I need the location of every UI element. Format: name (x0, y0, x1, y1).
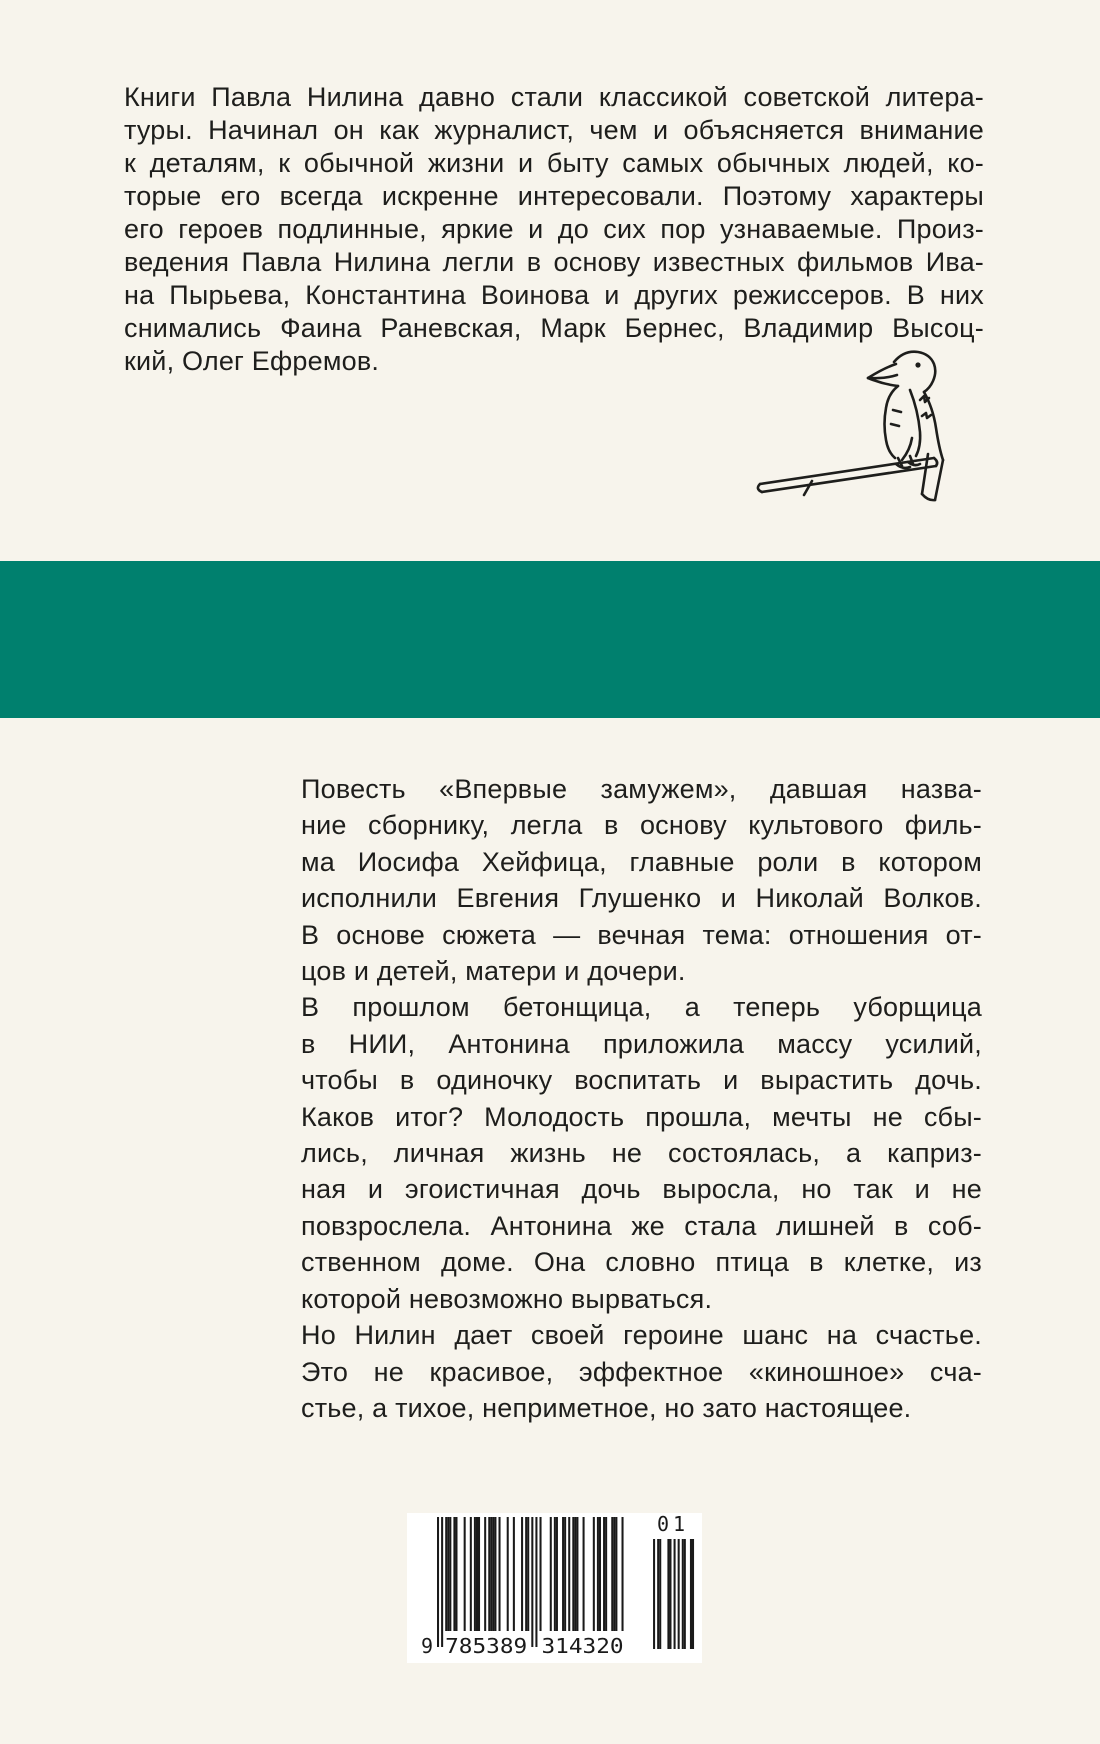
barcode-panel (407, 1513, 702, 1663)
teal-band (0, 561, 1100, 718)
author-annotation (124, 81, 984, 378)
text-line: ственном доме. Она словно птица в клетке, из (301, 1247, 982, 1278)
text-line: ная и эгоистичная дочь выросла, но так и не (301, 1174, 982, 1205)
text-line: торые его всегда искренне интересовали. Поэтому характеры (124, 181, 984, 211)
crow-feathers (893, 410, 901, 412)
branch-end (758, 484, 762, 492)
text-line: Каков итог? Молодость прошла, мечты не сбы- (301, 1101, 982, 1132)
svg-text:785389: 785389 (445, 1634, 528, 1657)
text-line: цов и детей, матери и дочери. (301, 956, 686, 987)
text-line: Это не красивое, эффектное «киношное» сча- (301, 1356, 982, 1387)
svg-text:314320: 314320 (541, 1634, 624, 1657)
text-line: повзрослела. Антонина же стала лишней в соб- (301, 1210, 982, 1241)
text-line: которой невозможно вырваться. (301, 1283, 713, 1314)
text-line: кий, Олег Ефремов. (124, 346, 380, 376)
crow-head (894, 352, 935, 392)
svg-text:9: 9 (421, 1634, 434, 1657)
crow-beak (871, 375, 897, 378)
branch-twig (804, 481, 812, 495)
ean13-barcode (421, 1515, 633, 1657)
crow-wing (910, 390, 920, 456)
text-line: исполнили Евгения Глушенко и Николай Волков. (301, 883, 982, 914)
crow-back (924, 392, 943, 460)
crow-feathers (922, 413, 931, 418)
text-line: стье, а тихое, неприметное, но зато настоящее. (301, 1392, 912, 1423)
text-line: ведения Павла Нилина легли в основу известных фильмов Ива- (124, 247, 984, 277)
text-line: лись, личная жизнь не состоялась, а каприз- (301, 1138, 982, 1169)
text-line: Книги Павла Нилина давно стали классикой советской литера- (124, 82, 984, 112)
crow-eye (915, 362, 920, 367)
text-line: Повесть «Впервые замужем», давшая назва- (301, 774, 982, 804)
crow-tail (922, 494, 935, 500)
crow-on-branch-illustration (752, 348, 947, 508)
text-line: на Пырьева, Константина Воинова и других режиссеров. В них (124, 280, 984, 310)
book-annotation (301, 771, 982, 1426)
svg-text:01: 01 (656, 1515, 690, 1536)
text-line: В основе сюжета — вечная тема: отношения от- (301, 919, 982, 950)
branch-end (934, 458, 937, 466)
crow-chest (885, 386, 899, 458)
text-line: снимались Фаина Раневская, Марк Бернес, Владимир Высоц- (124, 313, 984, 343)
text-line: туры. Начинал он как журналист, чем и объясняется внимание (124, 115, 984, 145)
text-line: В прошлом бетонщица, а теперь уборщица (301, 992, 982, 1023)
text-line: к деталям, к обычной жизни и быту самых обычных людей, ко- (124, 148, 984, 178)
text-line: чтобы в одиночку воспитать и вырастить дочь. (301, 1065, 982, 1096)
text-line: в НИИ, Антонина приложила массу усилий, (301, 1028, 982, 1059)
text-line: ние сборнику, легла в основу культового филь- (301, 810, 982, 841)
text-line: его героев подлинные, яркие и до сих пор узнаваемые. Произ- (124, 214, 984, 244)
crow-feathers (891, 424, 899, 426)
barcode-addon (650, 1515, 696, 1657)
text-line: Но Нилин дает своей героине шанс на счастье. (301, 1320, 982, 1351)
text-line: ма Иосифа Хейфица, главные роли в котором (301, 846, 982, 877)
